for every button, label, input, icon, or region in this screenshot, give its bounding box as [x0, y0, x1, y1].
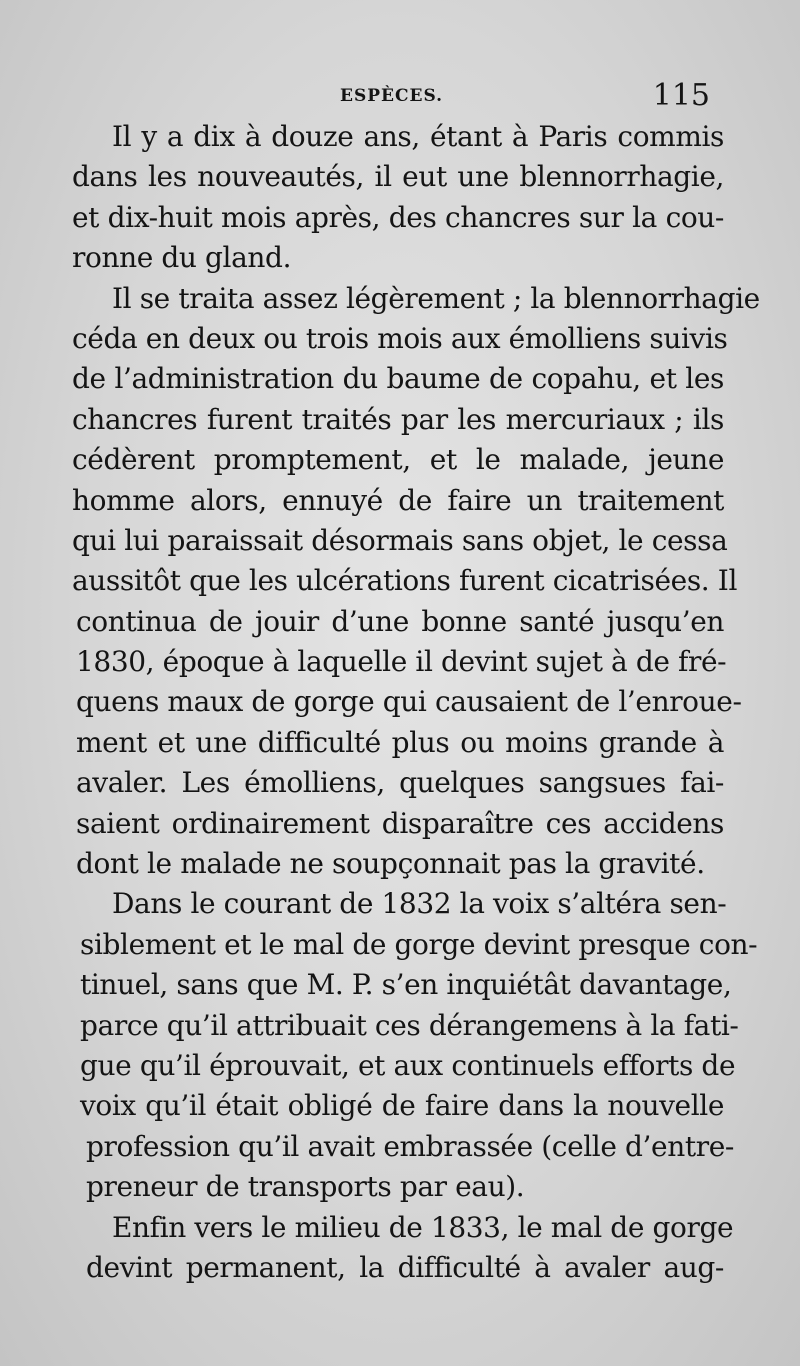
text-line: tinuel, sans que M. P. s’en inquiétât davantage,	[80, 968, 732, 1002]
text-line: ment et une difficulté plus ou moins grande à	[76, 725, 724, 759]
text-line: quens maux de gorge qui causaient de l’enroue-	[76, 685, 742, 719]
page-number: 115	[652, 78, 710, 113]
text-line: voix qu’il était obligé de faire dans la nouvelle	[80, 1089, 724, 1123]
text-line: chancres furent traités par les mercuriaux ; ils	[72, 402, 724, 436]
text-line: de l’administration du baume de copahu, et les	[72, 362, 724, 396]
text-line: profession qu’il avait embrassée (celle d’entre-	[86, 1129, 734, 1163]
text-line: dans les nouveautés, il eut une blennorrhagie,	[72, 160, 724, 194]
text-line: ronne du gland.	[72, 241, 292, 275]
text-line: Enfin vers le milieu de 1833, le mal de gorge	[112, 1210, 734, 1244]
running-head: ESPÈCES.	[340, 86, 444, 106]
text-line: avaler. Les émolliens, quelques sangsues fai-	[76, 766, 724, 800]
text-line: gue qu’il éprouvait, et aux continuels efforts de	[80, 1048, 736, 1082]
text-line: devint permanent, la difficulté à avaler aug-	[86, 1250, 724, 1284]
text-line: 1830, époque à laquelle il devint sujet à de fré-	[76, 645, 727, 679]
page-header	[340, 78, 710, 112]
text-line: saient ordinairement disparaître ces accidens	[76, 806, 724, 840]
text-line: aussitôt que les ulcérations furent cicatrisées. Il	[72, 564, 738, 598]
text-line: et dix-huit mois après, des chancres sur la cou-	[72, 200, 724, 234]
text-line: homme alors, ennuyé de faire un traitement	[72, 483, 724, 517]
text-line: preneur de transports par eau).	[86, 1170, 525, 1204]
text-line: qui lui paraissait désormais sans objet, le cessa	[72, 523, 728, 557]
text-line: Il se traita assez légèrement ; la blennorrhagie	[112, 281, 760, 315]
text-line: céda en deux ou trois mois aux émolliens suivis	[72, 321, 728, 355]
text-line: Dans le courant de 1832 la voix s’altéra sen-	[112, 887, 727, 921]
text-line: Il y a dix à douze ans, étant à Paris commis	[112, 120, 724, 153]
text-line: dont le malade ne soupçonnait pas la gravité.	[76, 847, 705, 881]
text-line: continua de jouir d’une bonne santé jusqu’en	[76, 604, 724, 638]
body-text	[72, 117, 760, 1288]
text-line: cédèrent promptement, et le malade, jeune	[72, 443, 724, 477]
text-line: parce qu’il attribuait ces dérangemens à la fati-	[80, 1008, 739, 1042]
text-line: siblement et le mal de gorge devint presque con-	[80, 927, 758, 961]
